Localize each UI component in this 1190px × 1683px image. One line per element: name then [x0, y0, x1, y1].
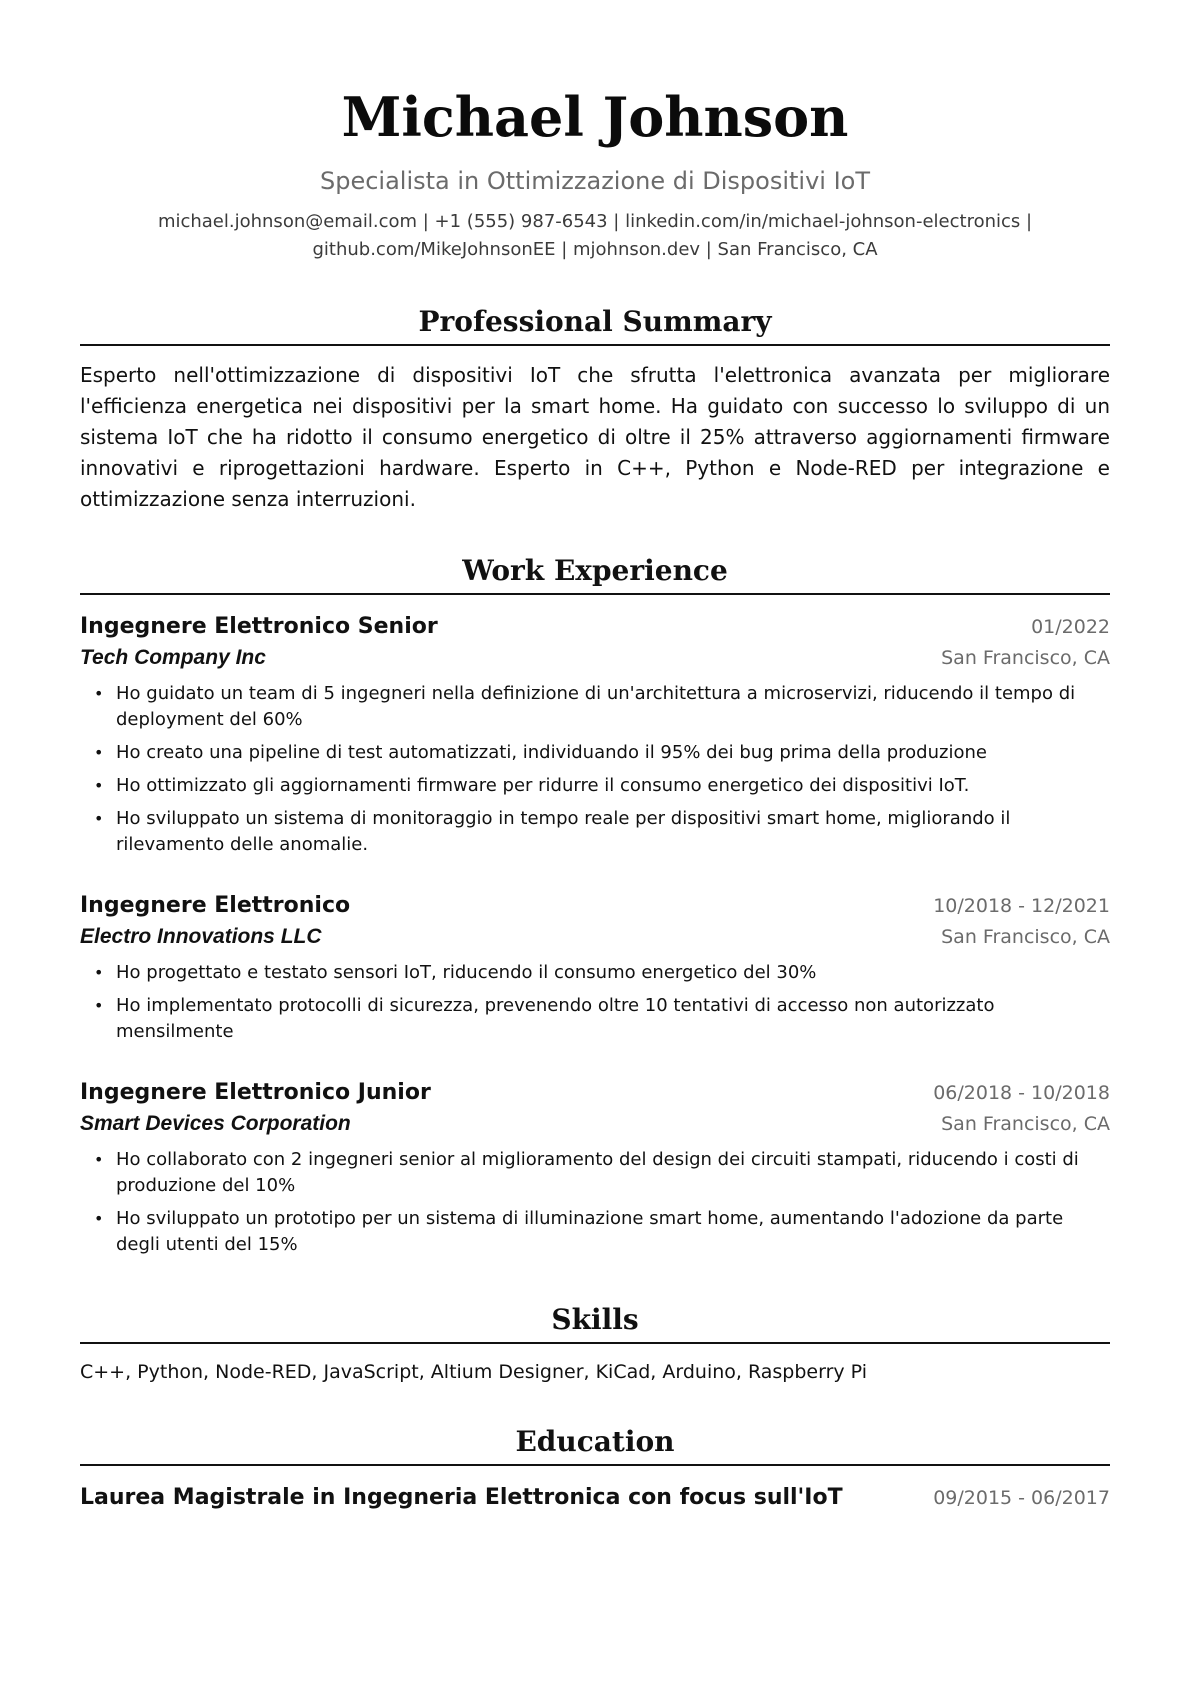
job-title: Ingegnere Elettronico: [80, 893, 351, 918]
contact-info: [80, 208, 1110, 264]
job-bullet: • Ho sviluppato un prototipo per un sistema di illuminazione smart home, aumentando l'adozione da parte degli utenti del 15%: [116, 1206, 1110, 1258]
candidate-name: Michael Johnson: [341, 85, 849, 149]
job-bullet: • Ho guidato un team di 5 ingegneri nella definizione di un'architettura a microservizi, riducendo il tempo di deployment del 60%: [116, 681, 1110, 733]
job-bullet: • Ho progettato e testato sensori IoT, riducendo il consumo energetico del 30%: [116, 960, 1110, 986]
job-entry: [80, 1077, 1110, 1258]
experience-section: [80, 553, 1110, 1258]
job-company: Tech Company Inc: [80, 646, 266, 669]
section-title-summary: Professional Summary: [80, 304, 1110, 346]
job-bullets: [80, 681, 1110, 858]
job-date: 06/2018 - 10/2018: [933, 1082, 1110, 1104]
contact-line-2: github.com/MikeJohnsonEE | mjohnson.dev | San Francisco, CA: [312, 239, 878, 260]
candidate-role: Specialista in Ottimizzazione di Dispositivi IoT: [319, 167, 871, 195]
section-title-experience: Work Experience: [80, 553, 1110, 595]
job-title: Ingegnere Elettronico Senior: [80, 614, 438, 639]
job-bullet: • Ho sviluppato un sistema di monitoraggio in tempo reale per dispositivi smart home, migliorando il rilevamento delle anomalie.: [116, 806, 1110, 858]
section-title-skills: Skills: [80, 1302, 1110, 1344]
summary-section: [80, 304, 1110, 515]
job-entry: [80, 890, 1110, 1045]
job-bullet: • Ho collaborato con 2 ingegneri senior al miglioramento del design dei circuiti stampati, riducendo i costi di produzione del 10%: [116, 1147, 1110, 1199]
job-title: Ingegnere Elettronico Junior: [80, 1080, 431, 1105]
job-bullets: [80, 960, 1110, 1045]
education-degree: Laurea Magistrale in Ingegneria Elettronica con focus sull'IoT: [80, 1485, 843, 1510]
job-bullet: • Ho ottimizzato gli aggiornamenti firmware per ridurre il consumo energetico dei dispositivi IoT.: [116, 773, 1110, 799]
job-company: Electro Innovations LLC: [80, 925, 322, 948]
skills-section: [80, 1302, 1110, 1386]
section-title-education: Education: [80, 1424, 1110, 1466]
job-company: Smart Devices Corporation: [80, 1112, 351, 1135]
summary-text: Esperto nell'ottimizzazione di dispositivi IoT che sfrutta l'elettronica avanzata per migliorare l'efficienza energetica nei dispositivi per la smart home. Ha guidato con successo lo sviluppo di un sistema IoT che ha ridotto il consumo energetico di oltre il 25% attraverso aggiornamenti firmware innovativi e riprogettazioni hardware. Esperto in C++, Python e Node-RED per integrazione e ottimizzazione senza interruzioni.: [80, 363, 1110, 511]
resume-header: [80, 0, 1110, 264]
job-bullet: • Ho implementato protocolli di sicurezza, prevenendo oltre 10 tentativi di accesso non autorizzato mensilmente: [116, 993, 1110, 1045]
job-entry: [80, 611, 1110, 858]
job-location: San Francisco, CA: [941, 647, 1110, 669]
education-date: 09/2015 - 06/2017: [933, 1487, 1110, 1509]
job-location: San Francisco, CA: [941, 1113, 1110, 1135]
job-location: San Francisco, CA: [941, 926, 1110, 948]
job-date: 01/2022: [1031, 616, 1110, 638]
job-date: 10/2018 - 12/2021: [933, 895, 1110, 917]
skills-list: C++, Python, Node-RED, JavaScript, Altium Designer, KiCad, Arduino, Raspberry Pi: [80, 1361, 867, 1383]
education-section: [80, 1424, 1110, 1514]
job-bullets: [80, 1147, 1110, 1258]
education-entry: [80, 1482, 1110, 1514]
job-bullet: • Ho creato una pipeline di test automatizzati, individuando il 95% dei bug prima della produzione: [116, 740, 1110, 766]
contact-line-1: michael.johnson@email.com | +1 (555) 987-6543 | linkedin.com/in/michael-johnson-electronics |: [157, 211, 1033, 232]
